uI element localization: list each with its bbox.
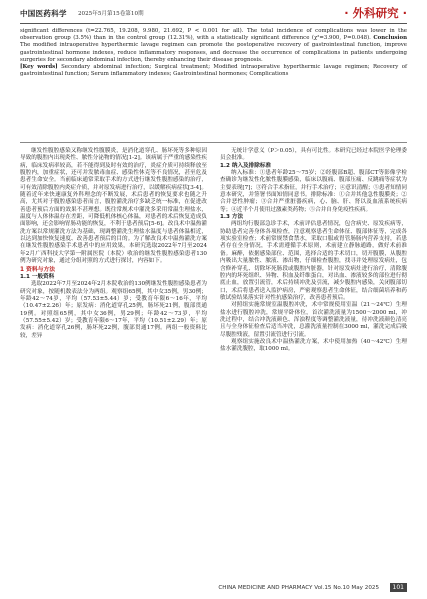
intro-paragraph: 继发性腹腔感染又称继发性腹膜炎，是消化道穿孔、肠坏死等多种原因导致的腹腔内出现炎性、脓性分泌物的情况[1-2]。该病属于严重的感染性疾病，临床发病率较高，若不能得到及时有效的治疗，炎症介质可持续释放至腹腔内，加重症状，还可并发脓毒血症、感染性休克等不良情况，甚至危及患者生命安全。当前临床通常采取手术的方式进行继发性腹腔感染的治疗，可有效清除腹腔内炎症介质，并对原发病进行治疗，以缓解疾病症状[3-4]。随着近年来快速康复外科理念的不断发展，术后患者的恢复要求也随之升高，尤其对于腹腔感染患者而言，腹腔灌洗治疗多缺乏统一标准，在促进改善患者预后方面的效果不甚理想。既往常规术中灌洗多采用常温生理盐水，温度与人体体温存在差距，可降低机体核心体温，对患者的术后恢复造成负面影响，还会影响胃肠功能的恢复，不利于患者预后[5-6]。改良术中温热灌洗方案以常规灌洗方法为基础，现调整灌洗生理盐水温度与患者体温相近，以达到加快恢复速度、改善患者预后的目的。为了解改良术中温热灌洗方案在继发性腹腔感染手术患者中的应用效果，本研究选取2022年7月至2024年2月广西科技大学第一附属医院（本院）收治的继发性腹腔感染患者130例为研究对象，通过分组对照的方式进行探讨，内容如下。 xyxy=(20,148,207,265)
control-group-paragraph: 对照组实施常规室温腹腔冲洗，术中常规使用室温（21～24℃）生理盐水进行腹腔冲洗，常规平卧体位，首次灌洗液量为1500～2000 ml，冲洗过程中，结合冲洗液颜色、浑浊程度等调整灌洗液量，待冲洗液颜色清亮且与全身体征检查后适当冲洗，总灌洗液量控制在3000 ml，灌洗完成后吸尽腹腔残液，留置引流管进行引流。 xyxy=(220,302,407,338)
criteria-paragraph: 纳入标准：①患者年龄25～75岁；②经腹部B超、腹部CT等影像学检查确诊为继发性化脓性腹膜感染，临床以腹痛、腹部压痛、反跳痛等症状为主要表现[7]；③符合手术指征，并行手术治疗；④意识清醒；⑤患者知情同意本研究，并签署书面知情同意书。排除标准：①合并其他急性腹膜炎；②合并恶性肿瘤；③合并严重脏器疾病，心、脑、肝、肾以及血液系统疾病等；④近半个月使用过激素类药物；⑤合并自身免疫性疾病。 xyxy=(220,170,407,213)
general-data-paragraph: 选取2022年7月至2024年2月本院收治的130例继发性腹腔感染患者为研究对象，按随机数表法分为两组。观察组65例，其中女35例，男30例；年龄42～74岁，平均（57.53±5.44）岁；受教育年限6～16年，平均（10.47±2.26）年；原发病：消化道穿孔25例，肠坏死21例，腹部贯通19例。对照组65例，其中女36例，男29例；年龄42～73岁，平均（57.55±5.42）岁；受教育年限6～17年，平均（10.51±2.29）年；原发病：消化道穿孔26例，肠坏死22例，腹部贯通17例。两组一般资料比较，差异 xyxy=(20,281,207,339)
footer-journal: CHINA MEDICINE AND PHARMACY Vol.15 No.10 May 2025 xyxy=(218,585,379,591)
header-rule xyxy=(20,23,407,24)
page-header xyxy=(20,6,407,22)
keywords-text: Secondary abdominal infection; Surgical treatment; Modified intraoperative hyperthermic lavage regimen; Recovery of gastrointestinal function; Serum inflammatory indexes; Gastrointestinal hormones; Complications xyxy=(20,64,407,78)
left-column xyxy=(20,148,207,340)
observation-group-paragraph: 观察组实施改良术中温热灌洗方案，术中使用加热（40～42℃）生理盐水灌洗腹腔，取1000 ml。 xyxy=(220,338,407,353)
abstract-results-text: significant differences (t=22.765, 19.208, 9.980, 21.692, P < 0.001 for all). The total incidence of complications was lower in the observation group (3.5%) than in the control group (12.31%), with a statistically significant difference (χ²=3.900, P=0.048). xyxy=(20,28,407,42)
keywords-label: [Key words] xyxy=(20,64,58,71)
issue-info: 2025年5月第15卷第10期 xyxy=(78,11,144,17)
page-number: 101 xyxy=(390,583,407,592)
methods-paragraph: 两组均行腹部急诊手术，术前评估患者情况，包含病史、原发疾病等，协助患者完善身体各项检查，注意观察患者生命体征、腹部体征等，完成各项实验室检查；术前常规禁食禁水，采取口服或胃管肠肠内营养支持，若患者存在全身情况，手术需遵循手术原则，术前建立静脉通路，做好术前准备。麻醉，依据感染部位、范围，选择合适的手术切口，切开腹膜，从腹腔内吸出大量脓性、脓液、渗出物，仔细检查腹腔，找寻并处理原发病灶，包含修补穿孔、切除坏死肠段或腹腔内脏器，针对原发病灶进行治疗，清除腹腔内的坏死组织、异物、积血及纤维蛋白，对出血、渗液较多的部位进行彻底止血，放置引流管，术后持续冲洗及引流，减少腹腔内感染，关闭腹部切口，术后将患者送入监护病房，严密观察患者生命体征，结合细菌培养和药敏试验结果落实针对性抗感染治疗，改善患者预后。 xyxy=(220,221,407,301)
journal-logo: 中国医药科学 xyxy=(20,9,67,18)
english-abstract xyxy=(20,28,407,78)
right-column xyxy=(220,148,407,354)
abstract-conclusion-text: The modified intraoperative hyperthermic lavage regimen can promote the postoperative recovery of gastrointestinal function, improve gastrointestinal hormone indexes, reduce inflammatory responses, and decrease the occurrence of complications in patients undergoing surgeries for secondary abdominal infection, thereby enhancing their disease prognosis. xyxy=(20,42,407,63)
conclusion-label: Conclusion xyxy=(373,35,407,42)
heading-general-data: 1.1 一般资料 xyxy=(20,273,55,280)
comparability-paragraph: 无统计学意义（P＞0.05），具有可比性。本研究已经过本院医学伦理委员会批准。 xyxy=(220,148,407,162)
section-title: · 外科研究 · xyxy=(344,6,407,20)
heading-materials-methods: 1 资料与方法 xyxy=(20,266,56,273)
abstract-rule xyxy=(20,142,407,143)
heading-criteria: 1.2 纳入及排除标准 xyxy=(220,162,272,169)
heading-methods: 1.3 方法 xyxy=(220,214,244,221)
